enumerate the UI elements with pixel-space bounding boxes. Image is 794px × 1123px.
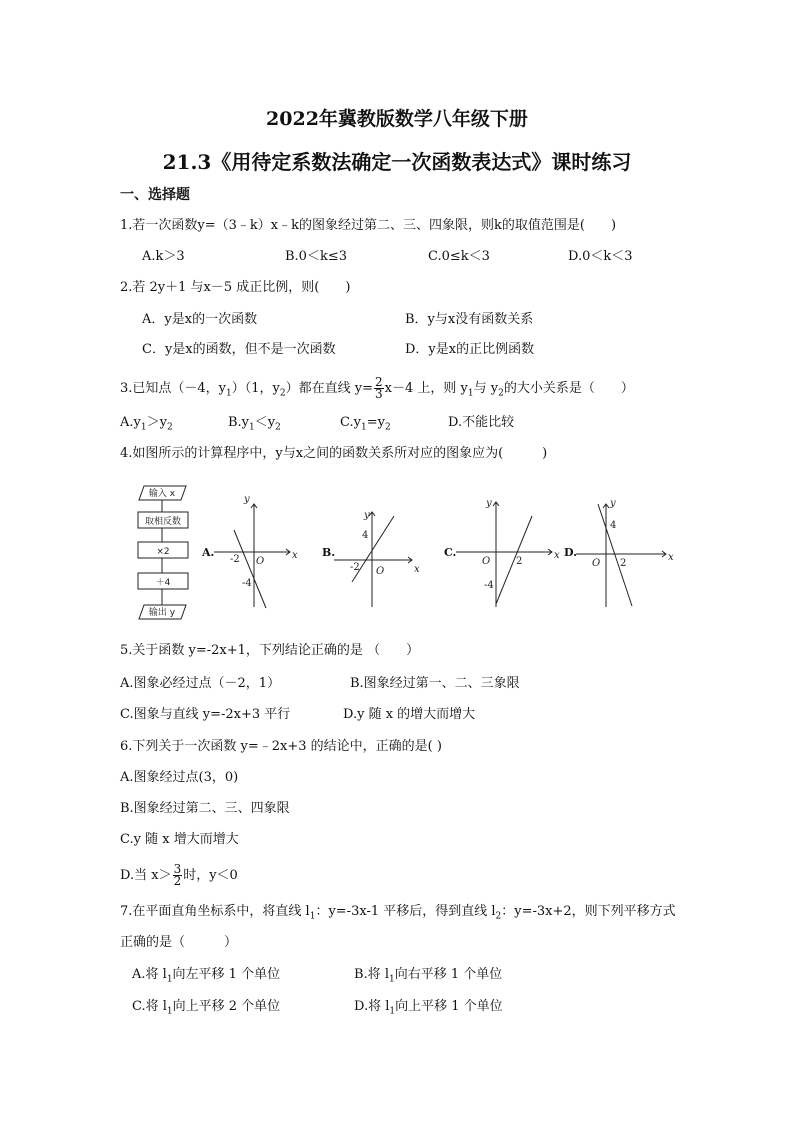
svg-text:-2: -2 [350, 562, 360, 573]
svg-text:2: 2 [516, 556, 523, 567]
question-4-stem: 4.如图所示的计算程序中，y与x之间的函数关系所对应的图象应为( ) [120, 446, 548, 461]
q6-option-c: C.y 随 x 增大而增大 [120, 832, 239, 847]
fraction-three-halves: $\frac{3}{2}$ [173, 862, 182, 888]
fraction-two-thirds: $\frac{2}{3}$ [375, 375, 383, 401]
q2-option-a: A．y是x的一次函数 [142, 312, 258, 327]
graph-d-label: D. [564, 546, 577, 559]
q7-option-a: A.将 $l_1$向左平移 1 个单位 [132, 967, 281, 985]
question-7-stem-cont: 正确的是（ ） [120, 935, 238, 950]
question-1-stem: 1.若一次函数y=（3﹣k）x﹣k的图象经过第二、三、四象限，则k的取值范围是( ) [120, 218, 617, 233]
question-5-stem: 5.关于函数 y=-2x+1，下列结论正确的是 （ ） [120, 643, 420, 658]
flow-text-add: ＋4 [155, 578, 171, 588]
calculation-flowchart [128, 478, 198, 628]
svg-text:y: y [244, 494, 250, 505]
svg-text:y: y [364, 510, 370, 521]
graph-b [334, 492, 444, 612]
svg-text:x: x [292, 550, 298, 561]
svg-text:x: x [668, 552, 674, 563]
svg-text:O: O [482, 556, 491, 567]
svg-text:4: 4 [610, 520, 617, 531]
q2-option-b: B．y与x没有函数关系 [405, 312, 534, 327]
q1-option-d: D.0＜k＜3 [568, 249, 633, 264]
q5-option-d: D.y 随 x 的增大而增大 [343, 707, 476, 722]
question-3-stem: 3.已知点（－4，$y_1)(1$，$y_2$）都在直线 y= $\frac{2}{3}$ x－4 上，则 $y_1$与 $y_2$的大小关系是（ ） [120, 375, 634, 401]
q6-option-a: A.图象经过点(3，0) [120, 770, 239, 785]
graph-a-line [234, 530, 266, 608]
section-heading: 一、选择题 [120, 187, 190, 203]
question-7-stem: 7.在平面直角坐标系中，将直线 $l_1$：y=-3x-1 平移后，得到直线 $l_2$：y=-3x+2，则下列平移方式 [120, 904, 676, 922]
q2-option-d: D．y是x的正比例函数 [405, 342, 535, 357]
svg-text:4: 4 [362, 530, 369, 541]
svg-text:y: y [610, 498, 616, 509]
svg-text:-2: -2 [230, 554, 240, 565]
q3-option-a: $A.y_1>y_2$ [120, 415, 173, 433]
q7-option-c: C.将 $l_1$向上平移 2 个单位 [132, 999, 281, 1017]
svg-text:x: x [554, 550, 560, 561]
q1-option-c: C.0≤k＜3 [428, 249, 490, 264]
flow-text-output: 输出 y [148, 608, 176, 618]
q3-option-c: $C.y_1=y_2$ [340, 415, 391, 433]
svg-text:y: y [486, 498, 492, 509]
svg-text:x: x [414, 564, 420, 575]
graph-a [214, 492, 324, 612]
q7-option-d: D.将 $l_1$向上平移 1 个单位 [354, 999, 503, 1017]
svg-text:-4: -4 [484, 580, 494, 591]
q6-option-b: B.图象经过第二、三、四象限 [120, 801, 290, 816]
svg-text:2: 2 [620, 558, 627, 569]
q1-option-b: B.0＜k≤3 [285, 249, 347, 264]
question-6-stem: 6.下列关于一次函数 y=﹣2x+3 的结论中，正确的是( ) [120, 739, 442, 754]
flow-text-negate: 取相反数 [144, 517, 182, 527]
page-subtitle: 21.3《用待定系数法确定一次函数表达式》课时练习 [162, 150, 632, 174]
q2-option-c: C．y是x的函数，但不是一次函数 [142, 342, 336, 357]
q7-option-b: B.将 $l_1$向右平移 1 个单位 [354, 967, 503, 985]
question-2-stem: 2.若 2y＋1 与x－5 成正比例，则( ) [120, 280, 351, 295]
q6-option-d: D.当 x＞ $\frac{3}{2}$ 时，y＜0 [120, 862, 238, 888]
q4-figure-row [128, 478, 688, 628]
q5-option-b: B.图象经过第一、二、三象限 [350, 676, 520, 691]
page-title: 2022年冀教版数学八年级下册 [266, 108, 528, 130]
q1-option-a: A.k＞3 [142, 249, 185, 264]
svg-text:O: O [376, 566, 385, 577]
flow-text-input: 输入 x [148, 489, 176, 499]
svg-text:O: O [592, 558, 601, 569]
flow-text-multiply: ×2 [156, 547, 170, 557]
q3-option-d: D.不能比较 [448, 415, 515, 430]
graph-b-label: B. [322, 546, 336, 559]
graph-c-label: C. [444, 546, 457, 559]
q5-option-c: C.图象与直线 y=-2x+3 平行 [120, 707, 291, 722]
graph-d [576, 492, 686, 612]
graph-c-line [496, 516, 532, 604]
svg-text:-4: -4 [242, 578, 252, 589]
graph-a-label: A. [202, 546, 215, 559]
q5-option-a: A.图象必经过点（－2，1） [120, 676, 281, 691]
graph-c [456, 492, 566, 612]
svg-text:O: O [256, 556, 265, 567]
q3-option-b: $B.y_1<y_2$ [228, 415, 281, 433]
